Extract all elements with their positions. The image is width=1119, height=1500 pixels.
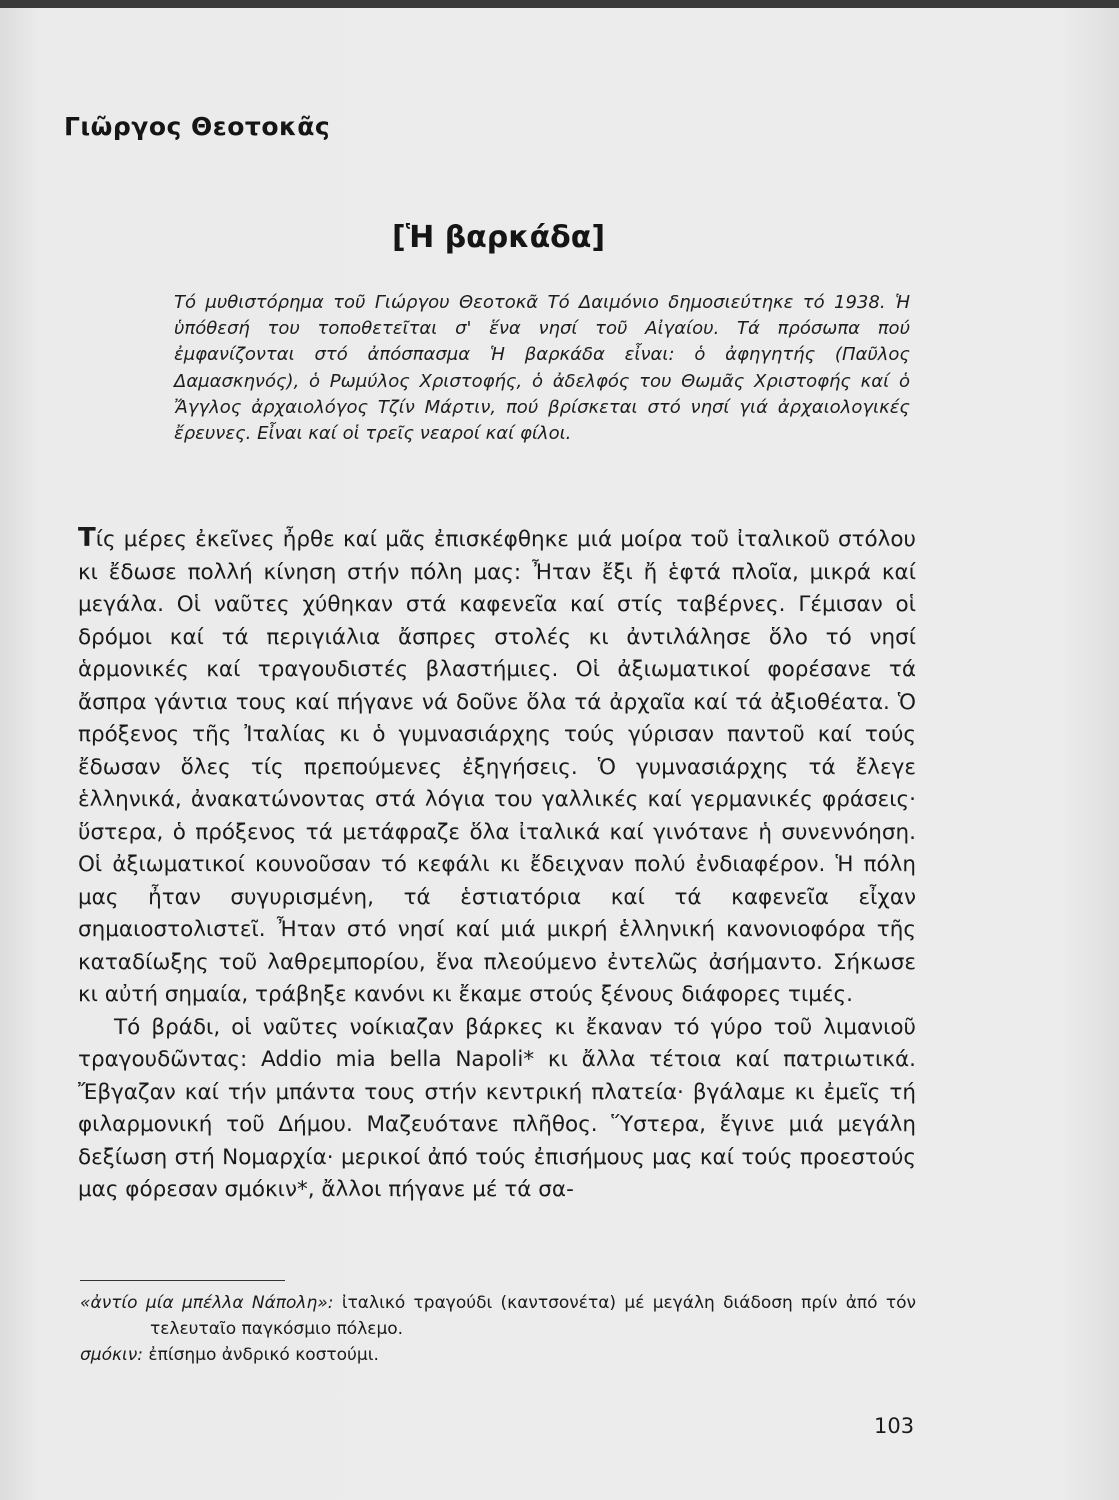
author-name: Γιῶργος Θεοτοκᾶς — [64, 112, 331, 141]
footnote-1 — [80, 1290, 916, 1342]
paragraph-2: Τό βράδι, οἱ ναῦτες νοίκιαζαν βάρκες κι ἔκαναν τό γύρο τοῦ λιμανιοῦ τραγουδῶντας: Addio mia bella Napoli* κι ἄλλα τέτοια καί πατριωτικά. Ἔβγαζαν καί τήν μπάντα τους στήν κεντρική πλατεία· βγάλαμε κι ἐμεῖς τή φιλαρμονική τοῦ Δήμου. Μαζευότανε πλῆθος. Ὕστερα, ἔγινε μιά μεγάλη δεξίωση στή Νομαρχία· μερικοί ἀπό τούς ἐπισήμους μας καί τούς προεστούς μας φόρεσαν σμόκιν*, ἄλλοι πήγανε μέ τά σα- — [78, 1014, 916, 1202]
main-text — [78, 522, 916, 1207]
paragraph-1 — [78, 522, 916, 1012]
page-number: 103 — [874, 1414, 915, 1438]
footnote-1-term: «ἀντίο μία μπέλλα Νάπολη»: — [80, 1293, 334, 1313]
footnote-1-text: ἰταλικό τραγούδι (καντσονέτα) μέ μεγάλη διάδοση πρίν ἀπό τόν τελευταῖο παγκόσμιο πόλεμο. — [150, 1293, 917, 1339]
footnote-2 — [80, 1342, 916, 1368]
paragraph-1-text: ίς μέρες ἐκεῖνες ἦρθε καί μᾶς ἐπισκέφθηκε μιά μοίρα τοῦ ἰταλικοῦ στόλου κι ἔδωσε πολλή κίνηση στήν πόλη μας: Ἦταν ἔξι ἤ ἑφτά πλοῖα, μικρά καί μεγάλα. Οἱ ναῦτες χύθηκαν στά καφενεῖα καί στίς ταβέρνες. Γέμισαν οἱ δρόμοι καί τά περιγιάλια ἄσπρες στολές κι ἀντιλάλησε ὅλο τό νησί ἁρμονικές καί τραγουδιστές βλαστήμιες. Οἱ ἀξιωματικοί φορέσανε τά ἄσπρα γάντια τους καί πήγανε νά δοῦνε ὅλα τά ἀρχαῖα καί τά ἀξιοθέατα. Ὁ πρόξενος τῆς Ἰταλίας κι ὁ γυμνασιάρχης τούς γύρισαν παντοῦ καί τούς ἔδωσαν ὅλες τίς πρεπούμενες ἐξηγήσεις. Ὁ γυμνασιάρχης τά ἔλεγε ἑλληνικά, ἀνακατώνοντας στά λόγια του γαλλικές καί γερμανικές φράσεις· ὕστερα, ὁ πρόξενος τά μετάφραζε ὅλα ἰταλικά καί γινότανε ἡ συνεννόηση. Οἱ ἀξιωματικοί κουνοῦσαν τό κεφάλι κι ἔδειχναν πολύ ἐνδιαφέρον. Ἡ πόλη μας ἦταν συγυρισμένη, τά ἑστιατόρια καί τά καφενεῖα εἶχαν σημαιοστολιστεῖ. Ἦταν στό νησί καί μιά μικρή ἑλληνική κανονιοφόρα τῆς καταδίωξης τοῦ λαθρεμπορίου, ἕνα πλεούμενο ἐντελῶς ἀσήμαντο. Σήκωσε κι αὐτή σημαία, τράβηξε κανόνι κι ἔκαμε στούς ξένους διάφορες τιμές. — [78, 527, 916, 1007]
footnote-2-text: ἐπίσημο ἀνδρικό κοστούμι. — [148, 1345, 379, 1365]
drop-cap: Τ — [78, 523, 96, 553]
intro-paragraph — [174, 290, 910, 447]
scan-edge — [0, 0, 1119, 8]
footnote-2-term: σμόκιν: — [80, 1345, 143, 1365]
intro-text: Τό μυθιστόρημα τοῦ Γιώργου Θεοτοκᾶ Τό Δαιμόνιο δημοσιεύτηκε τό 1938. Ἡ ὑπόθεσή του τοποθετεῖται σ' ἕνα νησί τοῦ Αἰγαίου. Τά πρόσωπα πού ἐμφανίζονται στό ἀπόσπασμα Ἡ βαρκάδα εἶναι: ὁ ἀφηγητής (Παῦλος Δαμασκηνός), ὁ Ρωμύλος Χριστοφής, ὁ ἀδελφός του Θωμᾶς Χριστοφής καί ὁ Ἄγγλος ἀρχαιολόγος Τζίν Μάρτιν, πού βρίσκεται στό νησί γιά ἀρχαιολογικές ἔρευνες. Εἶναι καί οἱ τρεῖς νεαροί καί φίλοι. — [174, 292, 910, 445]
excerpt-title: [Ἡ βαρκάδα] — [392, 220, 606, 255]
footnotes — [80, 1290, 916, 1368]
footnote-divider — [80, 1280, 285, 1281]
